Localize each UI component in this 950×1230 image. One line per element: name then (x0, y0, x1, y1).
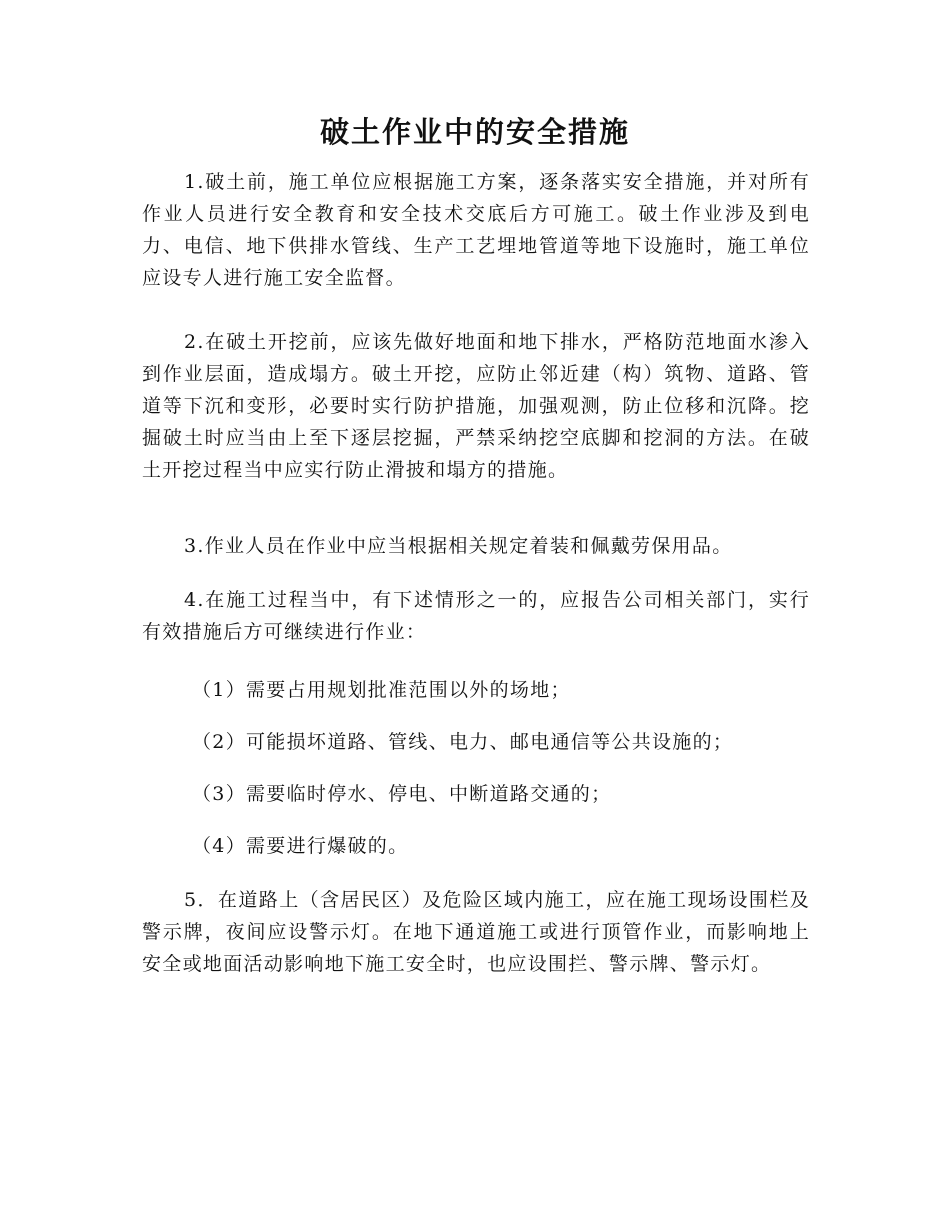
paragraph-2: 2.在破土开挖前，应该先做好地面和地下排水，严格防范地面水渗入到作业层面，造成塌方。破土开挖，应防止邻近建（构）筑物、道路、管道等下沉和变形，必要时实行防护措施，加强观测，防止位移和沉降。挖掘破土时应当由上至下逐层挖掘，严禁采纳挖空底脚和挖洞的方法。在破土开挖过程当中应实行防止滑披和塌方的措施。 (142, 331, 810, 481)
paragraph-5: 5．在道路上（含居民区）及危险区域内施工，应在施工现场设围栏及警示牌，夜间应设警示灯。在地下通道施工或进行顶管作业，而影响地上安全或地面活动影响地下施工安全时，也应设围拦、警示牌、警示灯。 (142, 889, 810, 975)
paragraph-1: 1.破土前，施工单位应根据施工方案，逐条落实安全措施，并对所有作业人员进行安全教育和安全技术交底后方可施工。破土作业涉及到电力、电信、地下供排水管线、生产工艺埋地管道等地下设施时，施工单位应设专人进行施工安全监督。 (142, 171, 810, 289)
document-title: 破土作业中的安全措施 (319, 115, 630, 149)
paragraph-4: 4.在施工过程当中，有下述情形之一的，应报告公司相关部门，实行有效措施后方可继续进行作业： (142, 589, 810, 643)
sub-item-1: （1）需要占用规划批准范围以外的场地； (192, 679, 571, 701)
sub-item-3: （3）需要临时停水、停电、中断道路交通的； (192, 783, 612, 805)
paragraph-3: 3.作业人员在作业中应当根据相关规定着装和佩戴劳保用品。 (184, 535, 733, 557)
sub-item-2: （2）可能损坏道路、管线、电力、邮电通信等公共设施的； (192, 731, 734, 753)
sub-item-4: （4）需要进行爆破的。 (192, 835, 409, 857)
